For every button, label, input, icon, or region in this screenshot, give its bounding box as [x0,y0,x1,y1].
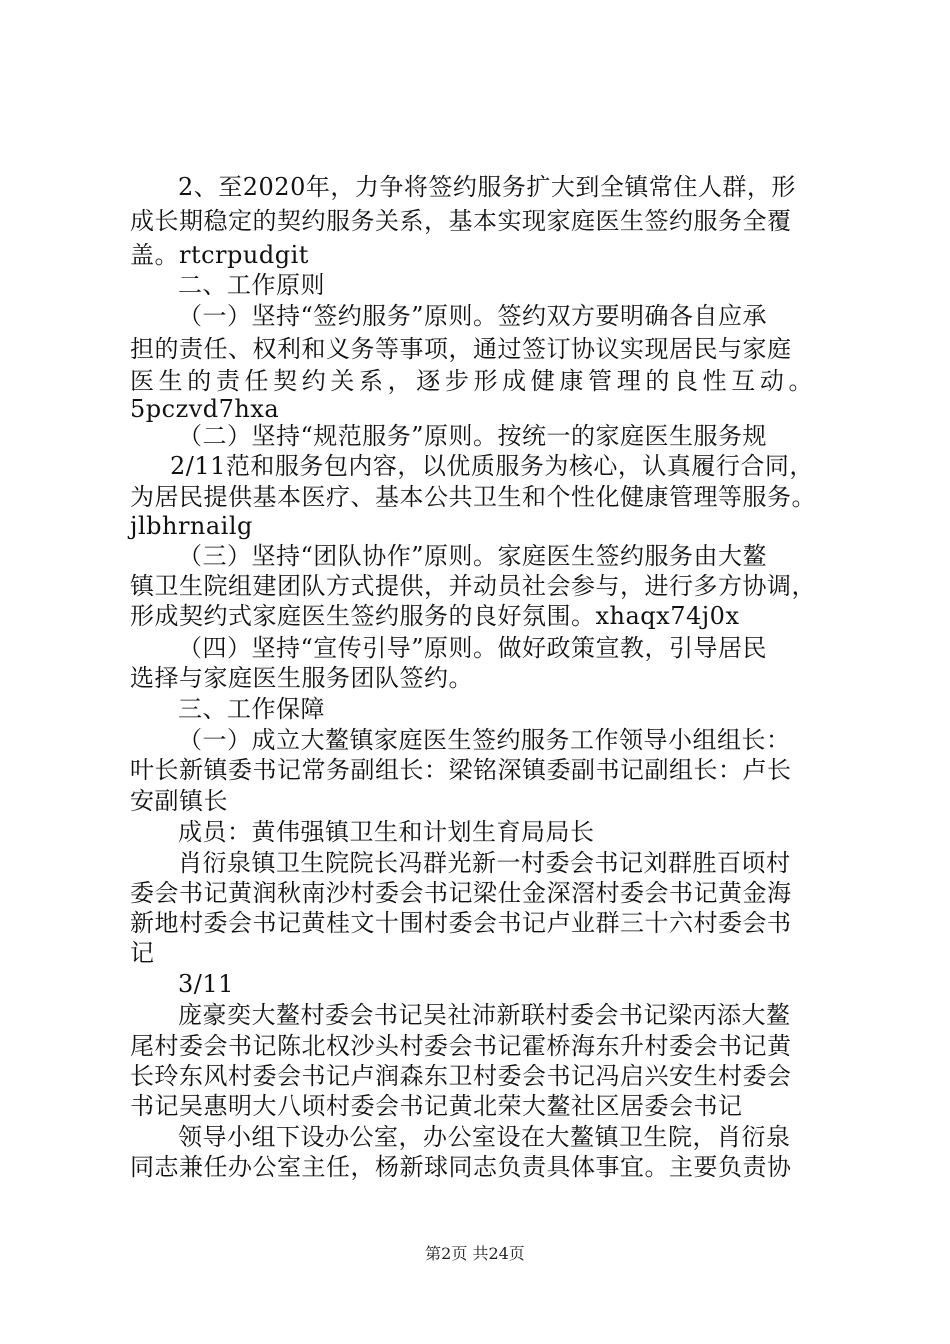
text-line: 5pczvd7hxa [130,395,280,423]
text-line: 庞豪奕大鳌村委会书记吴社沛新联村委会书记梁丙添大鳌 [178,1001,791,1029]
text-line: （三）坚持“团队协作”原则。家庭医生签约服务由大鳌 [178,542,768,570]
text-line: （一）坚持“签约服务”原则。签约双方要明确各自应承 [178,302,768,330]
text-line: 为居民提供基本医疗、基本公共卫生和个性化健康管理等服务。 [130,483,816,511]
section-heading: 三、工作保障 [178,695,325,723]
page-footer: 第2页 共24页 [425,1244,525,1263]
text-line: 书记吴惠明大八顷村委会书记黄北荣大鳌社区居委会书记 [130,1092,743,1120]
text-line: （四）坚持“宣传引导”原则。做好政策宣教，引导居民 [178,634,768,662]
text-line: 委会书记黄润秋南沙村委会书记梁仕金深滘村委会书记黄金海 [130,879,792,907]
text-line: 形成契约式家庭医生签约服务的良好氛围。xhaqx74j0x [130,602,740,630]
text-line: （一）成立大鳌镇家庭医生签约服务工作领导小组组长： [178,726,791,754]
text-line: 成员：黄伟强镇卫生和计划生育局局长 [178,818,595,846]
text-line: 盖。rtcrpudgit [130,241,309,269]
text-line: 同志兼任办公室主任，杨新球同志负责具体事宜。主要负责协 [130,1153,792,1181]
text-line: 安副镇长 [130,787,228,815]
text-line: 肖衍泉镇卫生院院长冯群光新一村委会书记刘群胜百顷村 [178,849,791,877]
text-line: 2/11范和服务包内容，以优质服务为核心，认真履行合同， [170,452,814,480]
text-line: 选择与家庭医生服务团队签约。 [130,664,473,692]
text-line: 叶长新镇委书记常务副组长：梁铭深镇委副书记副组长：卢长 [130,756,792,784]
text-line: 担的责任、权利和义务等事项，通过签订协议实现居民与家庭 [130,335,792,363]
text-line: 镇卫生院组建团队方式提供，并动员社会参与，进行多方协调， [130,572,816,600]
text-line: 2、至2020年，力争将签约服务扩大到全镇常住人群，形 [178,173,796,201]
section-heading: 二、工作原则 [178,271,325,299]
text-line: 长玲东风村委会书记卢润森东卫村委会书记冯启兴安生村委会 [130,1062,792,1090]
text-line: 新地村委会书记黄桂文十围村委会书记卢业群三十六村委会书 [130,909,792,937]
text-line: 尾村委会书记陈北权沙头村委会书记霍桥海东升村委会书记黄 [130,1032,792,1060]
text-line: 医 生 的 责 任 契 约 关 系 ， 逐 步 形 成 健 康 管 理 的 良 性 互 动 。 [130,367,811,395]
text-line: jlbhrnailg [130,512,253,540]
text-line: 成长期稳定的契约服务关系，基本实现家庭医生签约服务全覆 [130,207,792,235]
page-marker: 3/11 [178,970,234,998]
text-line: （二）坚持“规范服务”原则。按统一的家庭医生服务规 [178,422,768,450]
text-line: 记 [130,939,155,967]
text-line: 领导小组下设办公室，办公室设在大鳌镇卫生院，肖衍泉 [178,1123,791,1151]
